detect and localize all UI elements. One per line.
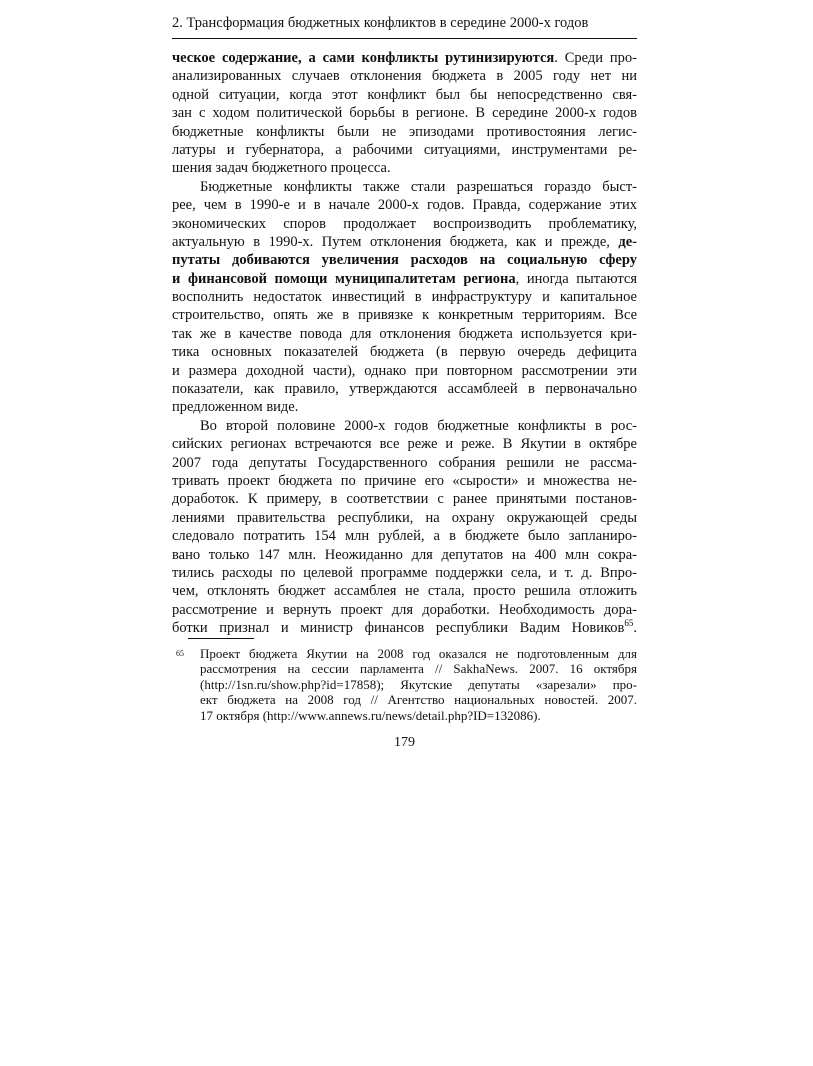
text-line: и размера доходной части), однако при повторном рассмотрении эти xyxy=(172,362,637,379)
footnote-reference: 65 xyxy=(624,618,634,629)
footnote-mark: 65 xyxy=(176,649,184,658)
text-line: чем, отклонять бюджет ассамблея не стала, просто решила отложить xyxy=(172,583,637,600)
text-line: строительство, опять же в привязке к конкретным территориям. Все xyxy=(172,307,637,324)
text-line: экономических споров продолжает воспроизводить проблематику, xyxy=(172,215,637,232)
text-line: так же в качестве повода для отклонения бюджета используется кри- xyxy=(172,325,637,342)
text-line: бюджетные конфликты были не эпизодами противостояния легис- xyxy=(172,123,637,140)
text-line: тривать проект бюджета по причине его «сырости» и множества не- xyxy=(172,472,637,489)
text-line: восполнить недостаток инвестиций в инфраструктуру и капитальное xyxy=(172,289,637,306)
footnote-line: (http://1sn.ru/show.php?id=17858); Якутские депутаты «зарезали» про- xyxy=(200,676,637,692)
text-line: 2007 года депутаты Государственного собрания решили не рассма- xyxy=(172,454,637,471)
text-line: тика основных показателей бюджета (в первую очередь дефицита xyxy=(172,344,637,361)
text-line: лениями правительства республики, на охрану окружающей среды xyxy=(172,509,637,526)
page-number: 179 xyxy=(394,735,415,750)
text-line: ботки признал и министр финансов республики Вадим Новиков$^{65}$. xyxy=(172,618,637,637)
footnote xyxy=(172,646,637,723)
text-line: путаты добиваются увеличения расходов на социальную сферу xyxy=(172,252,637,269)
text-line: доработок. К примеру, в соответствии с ранее принятыми постанов- xyxy=(172,491,637,508)
text-line: тились расходы по целевой программе поддержки села, и т. д. Впро- xyxy=(172,564,637,581)
text-line: сийских регионах встречаются все реже и реже. В Якутии в октябре xyxy=(172,436,637,453)
main-text xyxy=(172,49,637,638)
text-line: Бюджетные конфликты также стали разрешаться гораздо быст- xyxy=(200,178,637,195)
footnote-line: Проект бюджета Якутии на 2008 год оказался не подготовленным для xyxy=(200,646,637,661)
text-line: показатели, как правило, утверждаются ассамблеей в первоначально xyxy=(172,381,637,398)
running-header: 2. Трансформация бюджетных конфликтов в середине 2000-х годов xyxy=(172,15,589,31)
text-line: актуальную в 1990-х. Путем отклонения бюджета, как и прежде, де- xyxy=(172,233,637,250)
text-line: ческое содержание, а сами конфликты рутинизируются. Среди про- xyxy=(172,50,637,66)
footnote-separator xyxy=(188,638,254,639)
text-line: рее, чем в 1990-е и в начале 2000-х годов. Правда, содержание этих xyxy=(172,197,637,214)
text-line: латуры и губернатора, а рабочими ситуациями, инструментами ре- xyxy=(172,141,637,158)
text-line: одной ситуации, когда этот конфликт был бы непосредственно свя- xyxy=(172,86,637,103)
text-line: зан с ходом политической борьбы в регионе. В середине 2000-х годов xyxy=(172,105,637,122)
text-line: рассмотрение и вернуть проект для доработки. Необходимость дора- xyxy=(172,601,637,618)
text-line: предложенном виде. xyxy=(172,399,299,416)
header-rule xyxy=(172,38,637,39)
footnote-line: рассмотрения на сессии парламента // SakhaNews. 2007. 16 октября xyxy=(200,661,637,677)
text-line: Во второй половине 2000-х годов бюджетные конфликты в рос- xyxy=(200,417,637,434)
text-line: следовало потратить 154 млн рублей, а в бюджете было запланиро- xyxy=(172,528,637,545)
footnote-line: ект бюджета на 2008 год // Агентство национальных новостей. 2007. xyxy=(200,692,637,708)
text-line: и финансовой помощи муниципалитетам региона, иногда пытаются xyxy=(172,270,637,287)
text-line: шения задач бюджетного процесса. xyxy=(172,160,391,177)
footnote-line: 17 октября (http://www.annews.ru/news/detail.php?ID=132086). xyxy=(200,707,541,723)
text-line: анализированных случаев отклонения бюджета в 2005 году нет ни xyxy=(172,68,637,85)
text-line: вано только 147 млн. Неожиданно для депутатов на 400 млн сокра- xyxy=(172,546,637,563)
